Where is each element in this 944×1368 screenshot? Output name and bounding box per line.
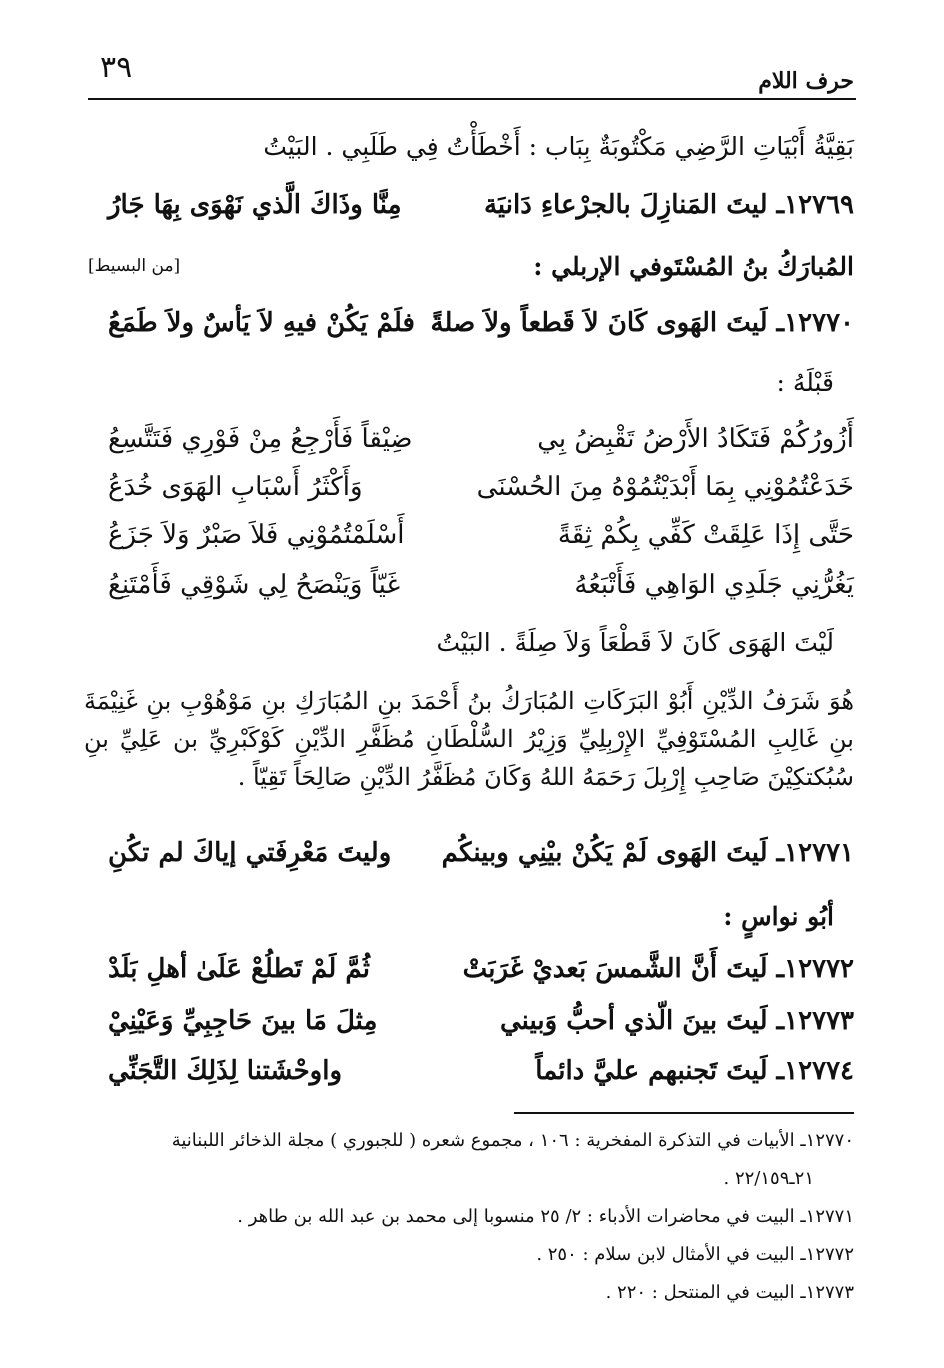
section-title: حرف اللام <box>758 68 854 94</box>
preceding-verse-3-first: حَتَّى إِذَا عَلِقَتْ كَفِّي بِكُمْ ثِقَةً <box>557 520 854 550</box>
biography-paragraph: هُوَ شَرَفُ الدِّيْنِ أَبُوْ البَرَكَاتِ المُبَارَكُ بنُ أَحْمَدَ بنِ المُبَارَكِ بنِ مَوْهُوْبِ بنِ غَنِيْمَةَ بنِ غَالِبِ المُسْتَوْفِيِّ الإِرْبِلِيِّ وَزِيْرُ السُّلْطَانِ مُظَفَّرِ الدِّيْنِ كَوْكَبْرِيِّ بن عَلِيِّ بنِ سُبُكتكِيْنَ صَاحِبِ إِرْبِلَ رَحَمَهُ اللهُ وَكَانَ مُظَفَّرُ الدِّيْنِ صَالِحَاً تَقِيّاً . <box>84 687 855 791</box>
footnote-12770: ١٢٧٧٠ـ الأبيات في التذكرة المفخرية : ١٠٦ ، مجموع شعره ( للجبوري ) مجلة الذخائر اللبنانية <box>171 1130 854 1151</box>
footnote-12772: ١٢٧٧٢ـ البيت في الأمثال لابن سلام : ٢٥٠ . <box>536 1244 854 1265</box>
verse-12773-first-hemistich: ١٢٧٧٣ـ لَيتَ بينَ الّذي أحبُّ وَبيني <box>500 1006 854 1036</box>
verse-12769-first-hemistich: ١٢٧٦٩ـ ليتَ المَنازِلَ بالجرْعاءِ دَانيَة <box>483 190 854 220</box>
preceding-verse-2-first: خَدَعْتُمُوْنِي بِمَا أَبْدَيْتُمُوْهُ مِنَ الحُسْنَى <box>476 472 854 502</box>
preceding-verse-3-second: أَسْلَمْتُمُوْنِي فَلاَ صَبْرٌ وَلاَ جَزَعُ <box>108 520 405 550</box>
verse-12774-first-hemistich: ١٢٧٧٤ـ لَيتَ تَجنبهم عليَّ دائماً <box>535 1056 854 1086</box>
preceding-verse-4-second: غَيّاً وَيَنْصَحُ لِي شَوْقِي فَأَمْتَنِعُ <box>108 570 401 600</box>
verse-12773-second-hemistich: مِثلَ مَا بينَ حَاجِبِيِّ وَعَيْنِيْ <box>108 1006 378 1036</box>
verse-12769-second-hemistich: مِنَّا وذَاكَ الَّذي نَهْوَى بِهَا جَارُ <box>108 190 402 220</box>
footnote-12773: ١٢٧٧٣ـ البيت في المنتحل : ٢٢٠ . <box>605 1282 854 1303</box>
page-number: ٣٩ <box>100 50 133 85</box>
preceding-verse-2-second: وَأَكْثَرُ أَسْبَابِ الهَوَى خُدَعُ <box>108 472 363 502</box>
preceding-verse-1-second: ضِيْقاً فَأَرْجِعُ مِنْ فَوْرِي فَتَتَّسِعُ <box>108 424 413 454</box>
footnote-12770-continued: ٢١ـ٢٢/١٥٩ . <box>723 1168 814 1189</box>
qablahu-label: قَبْلَهُ : <box>776 368 834 397</box>
verse-12774-second-hemistich: واوحْشَتنا لِذَلِكَ التَّجَنِّي <box>108 1056 343 1086</box>
poet-name-almubarak: المُبارَكُ بنُ المُسْتَوفي الإربلي : <box>533 252 854 281</box>
footnote-12771: ١٢٧٧١ـ البيت في محاضرات الأدباء : ٢/ ٢٥ منسوبا إلى محمد بن عبد الله بن طاهر . <box>237 1206 854 1227</box>
footnote-rule <box>514 1112 854 1114</box>
repeat-line: لَيْتَ الهَوَى كَانَ لاَ قَطْعَاً وَلاَ صِلَةً . البَيْتُ <box>436 628 834 657</box>
meter-label: [من البسيط] <box>88 256 181 276</box>
preceding-verse-1-first: أَزُورُكُمْ فَتَكَادُ الأَرْضُ تَقْبِضُ بِي <box>537 424 854 454</box>
verse-12772-first-hemistich: ١٢٧٧٢ـ لَيتَ أَنَّ الشَّمسَ بَعديْ غَرَبَتْ <box>462 954 854 984</box>
verse-12770-second-hemistich: فلَمْ يَكُنْ فيهِ لاَ يَأسٌ ولاَ طَمَعُ <box>108 308 415 338</box>
intro-line: بَقِيَّةُ أَبْيَاتِ الرَّضِي مَكْتُوبَةٌ بِبَاب : أَخْطَأْتُ فِي طَلَبِي . البَيْتُ <box>263 132 854 161</box>
verse-12770-first-hemistich: ١٢٧٧٠ـ لَيتَ الهَوى كَانَ لاَ قَطعاً ولاَ صلةً <box>430 308 854 338</box>
verse-12771-second-hemistich: وليتَ مَعْرِفَتي إياكَ لم تكُنِ <box>108 838 392 868</box>
header-rule <box>88 98 856 100</box>
verse-12771-first-hemistich: ١٢٧٧١ـ لَيتَ الهَوى لَمْ يَكُنْ بيْنِي وبينكُم <box>441 838 854 868</box>
poet-name-abu-nuwas: أبُو نواسٍ : <box>723 902 834 931</box>
preceding-verse-4-first: يَغُرُّنِي جَلَدِي الوَاهِي فَأَتْبَعُهُ <box>574 570 854 600</box>
verse-12772-second-hemistich: ثُمَّ لَمْ تَطلُعْ عَلَىٰ أهلِ بَلَدْ <box>108 954 370 984</box>
